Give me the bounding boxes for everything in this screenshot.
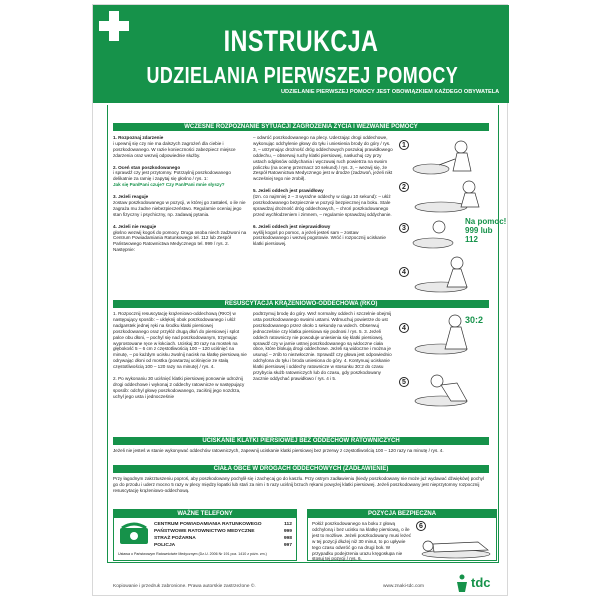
- section1-middle-column: [253, 135, 393, 295]
- call-help-text: Na pomoc!: [465, 217, 507, 226]
- section-bar-recognition: WCZESNE ROZPOZNANIE SYTUACJI ZAGROŻENIA ŻYCIA I WEZWANIE POMOCY: [113, 123, 489, 131]
- item1-text: i upewnij się czy nie ma dalszych zagrożeń dla ciebie i poszkodowanego. W razie konieczności zabezpiecz miejsce zdarzenia oraz wezwij odpowiednie służby.: [113, 140, 236, 158]
- phone-row: [154, 522, 294, 527]
- cpr-step-1: 1. Rozpocznij resuscytację krążeniowo-oddechową (RKO) w następujący sposób: – uklęknij obok poszkodowanego i ułóż nadgarstek jednej ręki na środku klatki piersiowej poszkodowanego oraz przyłóż drugą dłoń do piersiowej i splot palce obu dłoni, – pochyl się nad poszkodowanym, trzymając wyprostowane ręce w łokciach. Uciskaj 30 razy na mostek na głębokość 5 – 6 cm z częstotliwością 100 – 120 uciśnięć na minutę, – po każdym ucisku zwolnij nacisk na klatkę piersiową nie odrywając dłoni od mostka (powtarzaj uciśnięcie ze stałą częstotliwością 100 – 120 razy na minutę) / rys. 4.: [113, 311, 247, 370]
- emergency-numbers: 999 lub 112: [465, 226, 493, 244]
- figure-5-number: 4: [399, 323, 409, 333]
- figure-4-number: 4: [399, 267, 409, 277]
- cpr-step-2: 2. Po wykonaniu 30 uciśnięć klatki piersiowej ponownie udrożnij drogi oddechowe i wykonaj 2 oddechy ratownicze w następujący sposób: odchyl głowę poszkodowanego, zaciśnij jego nozdrza, uchyl jego usta i jednocześnie: [113, 375, 245, 399]
- item3-title: 3. Jeżeli reaguje: [113, 194, 149, 200]
- logo-text: tdc: [471, 575, 491, 590]
- figure-1-illustration: [411, 137, 491, 177]
- instruction-sheet: [92, 4, 508, 596]
- phone-icon: [118, 522, 150, 546]
- header-banner: [93, 5, 509, 103]
- section1-left-column: [113, 135, 247, 295]
- section-bar-compression-only: UCISKANIE KLATKI PIERSIOWEJ BEZ ODDECHÓW RATOWNICZYCH: [113, 437, 489, 445]
- assessment-list: – odwróć poszkodowanego na plecy. Uderzając drogi oddechowe, wykonując odchylenie głowy do tyłu i uniesienia brody do góry / rys. 3, – utrzymując drożność dróg oddechowych poszukaj prawidłowego oddechu, – obserwuj ruchy klatki piersiowej, nasłuchuj czy przy ustach odgłosów oddychania i wyczuwaj ruch powietrza na swoim policzku (na ocenę przeznacz 10 sekund) / rys. 3, – wezwij się, że Zespół Ratownictwa Medycznego jest w drodze (zadzwoń, jeżeli nikt wcześniej tego nie zrobił).: [253, 135, 393, 182]
- phone-row-label: STRAŻ POŻARNA: [154, 536, 196, 541]
- compression-ratio: 30:2: [465, 315, 484, 325]
- item2-question: Jak się Pan/Pani czuje? Czy Pan/Pani mnie słyszy?: [113, 182, 225, 188]
- recovery-position-box: [307, 509, 497, 561]
- recovery-text: Połóż poszkodowanego na boku z głową odchyloną i bez ucisku na klatkę piersiową, o ile jest to możliwe. Jeżeli poszkodowany musi leżeć w tej pozycji dłużej niż 30 minut, to po upływie tego czasu odwróć go na drugi bok. W przypadku podejrzenia urazu kręgosłupa nie stosuj tej pozycji / rys. 6.: [312, 521, 412, 561]
- first-aid-cross-icon: [99, 11, 129, 41]
- phone-row-value: 998: [283, 536, 292, 541]
- section2-left-column: [113, 311, 249, 435]
- item4-text: głośno wezwij kogoś do pomocy. Druga osoba niech zadzwoni na Centrum Powiadamiania Ratunkowego tel. 112 lub Zespół Państwowego Ratownictwa Medycznego tel. 999 / rys. 2. Następnie:: [113, 229, 247, 253]
- phone-row-value: 999: [283, 529, 292, 534]
- figure-6-number: 5: [399, 377, 409, 387]
- phone-row-label: PAŃSTWOWE RATOWNICTWO MEDYCZNE: [154, 529, 255, 534]
- figure-2-illustration: [411, 177, 491, 213]
- phone-row-label: CENTRUM POWIADAMIANIA RATUNKOWEGO: [154, 522, 262, 527]
- section-bar-cpr: RESUSCYTACJA KRĄŻENIOWO-ODDECHOWA (RKO): [113, 300, 489, 308]
- tdc-logo: [455, 573, 501, 593]
- phone-row: [154, 529, 294, 534]
- important-phones-box: [113, 509, 297, 561]
- item1-title: 1. Rozpoznaj zdarzenie: [113, 135, 164, 140]
- footer-url: www.znaki-tdc.com: [383, 584, 425, 589]
- recovery-position-illustration: [418, 528, 494, 560]
- phone-row-label: POLICJA: [154, 543, 176, 548]
- section4-text: Przy łagodnym zakrztuszeniu poproś, aby poszkodowany pochylił się i zachęcaj go do kaszlu. Przy ostrym zadławieniu (kiedy poszkodowany nie może już wydawać dźwięków) pochyl go do przodu i uderz mocno 5 razy w plecy między łopatki lub stań za nim i 5 razy uciśnij brzuch rękami powyżej klatki piersiowej. Jeżeli poszkodowany jest nieprzytomny rozpocznij resuscytację krążeniowo-oddechową.: [113, 476, 484, 493]
- subtitle: UDZIELANIE PIERWSZEJ POMOCY JEST OBOWIĄZKIEM KAŻDEGO OBYWATELA: [281, 89, 500, 95]
- recovery-title: POZYCJA BEZPIECZNA: [308, 510, 496, 518]
- phone-row: [154, 536, 294, 541]
- phone-row: [154, 543, 294, 548]
- figure-logo-icon: [455, 574, 469, 592]
- figure-4-illustration: [411, 255, 491, 295]
- item2-text: i sprawdź czy jest przytomny. Potrząśnij poszkodowanego delikatnie za ramię i zapytaj się głośno / rys. 1:: [113, 170, 231, 182]
- item5-text: (tzn. co najmniej 2 – 3 wyraźne oddechy w ciągu 10 sekund): – ułóż poszkodowanego bezpiecznie w pozycji bezpiecznej na boku. Stale sprawdzaj drożność dróg oddechowych, – chroń poszkodowanego przed wychłodzeniem i zimnem, – regularnie sprawdzaj oddychanie.: [253, 194, 392, 217]
- figure-7-number: 6: [416, 521, 426, 531]
- title-line-1: INSTRUKCJA: [223, 25, 379, 58]
- item6-title: 6. Jeżeli oddech jest nieprawidłowy: [253, 223, 331, 229]
- cpr-compression-illustration: [411, 311, 491, 357]
- item3-text: zostaw poszkodowanego w pozycji, w której go zastałeś, o ile nie zagraża mu żadne niebezpieczeństwo. Regularnie oceniaj jego stan fizyczny i psychiczny, np. zadawaj pytania.: [113, 199, 246, 217]
- item6-text: wyślij kogoś po pomoc, a jeżeli jesteś sam – zostaw poszkodowanego i wezwij pogotowie. Wróć i rozpocznij uciskanie klatki piersiowej.: [253, 229, 386, 247]
- figure-1-number: 1: [399, 140, 409, 150]
- figure-3-illustration: [411, 215, 461, 251]
- figure-3-number: 3: [399, 223, 409, 233]
- copyright-text: Kopiowanie i przedruk zabronione. Prawa autorskie zastrzeżone ©.: [113, 584, 256, 589]
- section2-middle-column: podtrzymuj brodę do góry. Weź normalny oddech i szczelnie obejmij usta poszkodowanego swoimi ustami. Wdmuchuj powietrze do ust poszkodowanego przez około 1 sekundę na wdech. Obserwuj jednocześnie czy klatka piersiowa się podnosi / rys. 5. 3. Jeżeli oddech ratowniczy nie powoduje uniesienia się klatki piersiowej, sprawdź czy w jamie ustnej poszkodowanego są widoczne ciała obce, które blokują drogi oddechowe. Jeżeli są widoczne i można je usunąć – zrób to niezwłocznie. Sprawdź czy głowa jest odpowiednio odchylona do tyłu i broda uniesiona do góry. 4. Kontynuuj uciskanie klatki piersiowej i oddechy ratownicze w stosunku 30:2 do czasu przybycia służb ratowniczych lub do czasu, gdy poszkodowany zacznie oddychać prawidłowo / rys. 4 i 5.: [253, 311, 392, 381]
- item4-title: 4. Jeżeli nie reaguje: [113, 223, 157, 229]
- title-line-2: UDZIELANIA PIERWSZEJ POMOCY: [146, 62, 459, 88]
- item5-title: 5. Jeżeli oddech jest prawidłowy: [253, 188, 324, 194]
- figure-2-number: 2: [399, 182, 409, 192]
- section-bar-choking: CIAŁA OBCE W DROGACH ODDECHOWYCH (ZADŁAWIENIE): [113, 465, 489, 473]
- rescue-breath-illustration: [411, 363, 491, 409]
- item2-title: 2. Oceń stan poszkodowanego: [113, 164, 181, 170]
- section3-text: Jeżeli nie jesteś w stanie wykonywać oddechów ratowniczych, zapewnij uciskanie klatki piersiowej bez przerwy z częstotliwością 100 – 120 razy na minutę / rys. 4.: [113, 448, 444, 453]
- phone-row-value: 112: [284, 522, 292, 527]
- call-help-label: [465, 217, 507, 244]
- phone-row-value: 997: [283, 543, 292, 548]
- phones-note: Ustawa o Państwowym Ratownictwie Medycznym (Dz.U. 2006 Nr 191 poz. 1410 z późn. zm.): [118, 552, 267, 556]
- phones-title: WAŻNE TELEFONY: [114, 510, 296, 518]
